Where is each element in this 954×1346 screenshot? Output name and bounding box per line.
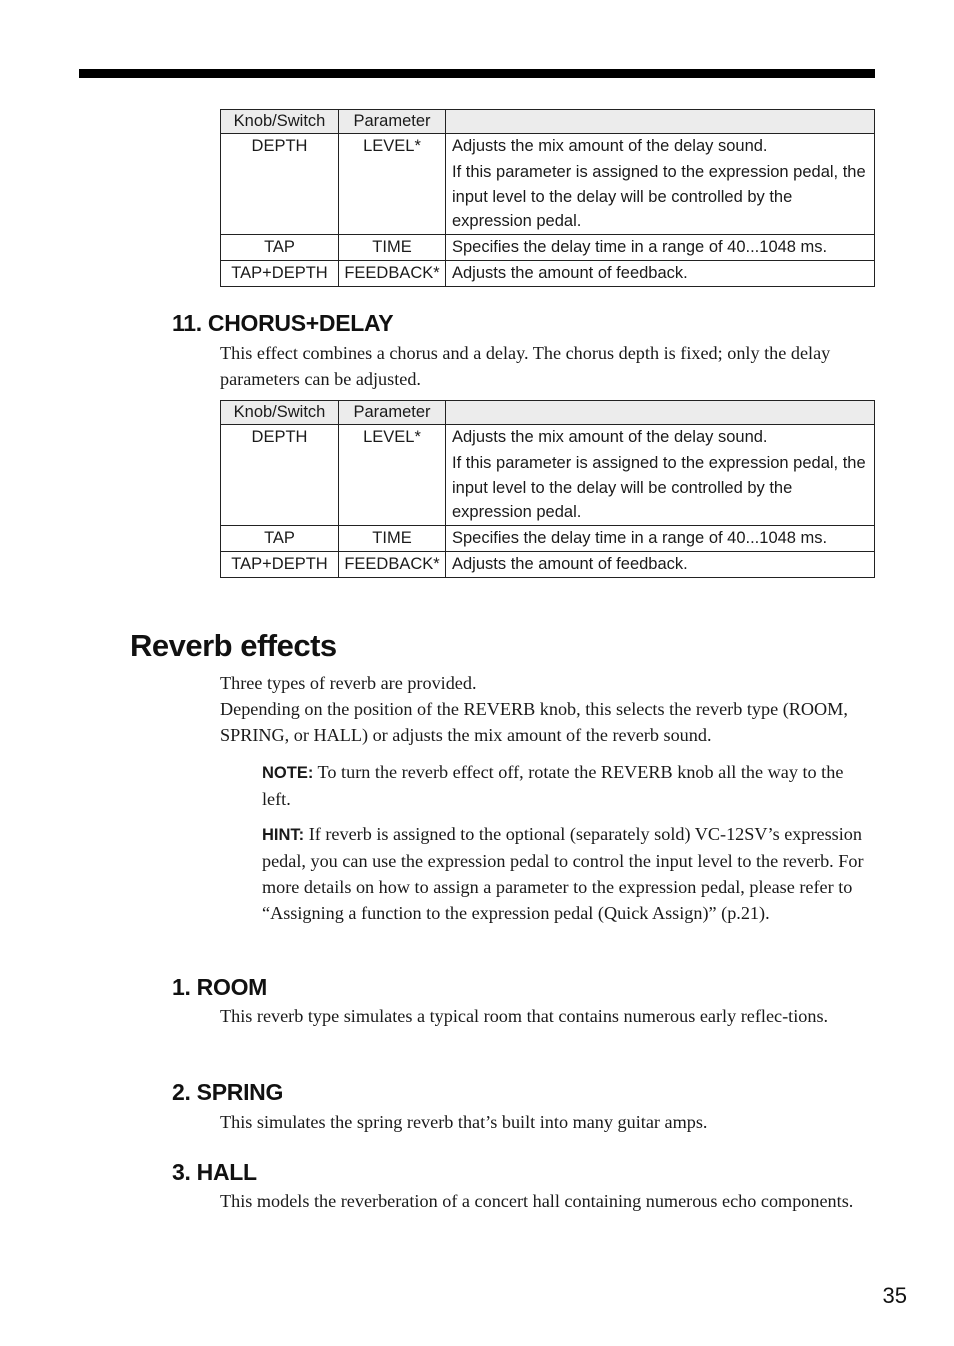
spring-heading: 2. SPRING [172, 1079, 284, 1105]
header-parameter: Parameter [339, 110, 446, 134]
parameter-cell: LEVEL* [339, 425, 446, 526]
table-header-row [221, 110, 875, 134]
description-cell: Specifies the delay time in a range of 40...1048 ms. [446, 525, 875, 551]
note-label: NOTE: [262, 764, 314, 782]
room-text: This reverb type simulates a typical room that contains numerous early reflec-tions. [220, 1006, 829, 1026]
hint-label: HINT: [262, 826, 305, 844]
knob-cell: DEPTH [221, 425, 339, 526]
parameter-cell: FEEDBACK* [339, 260, 446, 286]
description-line: If this parameter is assigned to the expression pedal, the input level to the delay will be controlled by the expression pedal. [452, 163, 866, 230]
description-cell: Adjusts the amount of feedback. [446, 260, 875, 286]
description-cell [446, 134, 875, 235]
hall-heading: 3. HALL [172, 1159, 257, 1185]
header-description [446, 110, 875, 134]
knob-cell: TAP [221, 525, 339, 551]
header-parameter: Parameter [339, 401, 446, 425]
parameter-cell: TIME [339, 234, 446, 260]
table-row [221, 525, 875, 551]
table-row [221, 234, 875, 260]
room-heading: 1. ROOM [172, 974, 268, 1000]
table-row [221, 134, 875, 235]
chorus-delay-heading: 11. CHORUS+DELAY [172, 310, 394, 336]
header-knob-switch: Knob/Switch [221, 110, 339, 134]
header-knob-switch: Knob/Switch [221, 401, 339, 425]
description-cell: Specifies the delay time in a range of 40...1048 ms. [446, 234, 875, 260]
note-text: To turn the reverb effect off, rotate the REVERB knob all the way to the left. [262, 762, 844, 809]
chorus-delay-intro: This effect combines a chorus and a delay. The chorus depth is fixed; only the delay parameters can be adjusted. [220, 343, 831, 389]
reverb-effects-heading: Reverb effects [130, 628, 337, 663]
header-description [446, 401, 875, 425]
parameter-cell: LEVEL* [339, 134, 446, 235]
description-line: If this parameter is assigned to the expression pedal, the input level to the delay will be controlled by the expression pedal. [452, 454, 866, 521]
note-block [262, 759, 874, 812]
description-line: Adjusts the mix amount of the delay sound. [452, 428, 768, 446]
knob-cell: TAP+DEPTH [221, 551, 339, 577]
table-row [221, 260, 875, 286]
page-number: 35 [882, 1283, 907, 1308]
parameter-cell: FEEDBACK* [339, 551, 446, 577]
chorus-delay-parameter-table [220, 400, 875, 578]
reverb-intro-1: Three types of reverb are provided. [220, 673, 477, 693]
knob-cell: TAP+DEPTH [221, 260, 339, 286]
hint-text: If reverb is assigned to the optional (separately sold) VC-12SV’s expression pedal, you can use the expression pedal to control the input level to the reverb. For more details on how to assign a parameter to the expression pedal, please refer to “Assigning a function to the expression pedal (Quick Assign)” (p.21). [262, 824, 864, 923]
description-cell: Adjusts the amount of feedback. [446, 551, 875, 577]
description-line: Adjusts the mix amount of the delay sound. [452, 137, 768, 155]
delay-parameter-table [220, 109, 875, 287]
knob-cell: DEPTH [221, 134, 339, 235]
top-rule [79, 69, 875, 78]
knob-cell: TAP [221, 234, 339, 260]
spring-text: This simulates the spring reverb that’s built into many guitar amps. [220, 1112, 708, 1132]
hint-block [262, 821, 874, 926]
parameter-cell: TIME [339, 525, 446, 551]
table-header-row [221, 401, 875, 425]
table-row [221, 551, 875, 577]
reverb-intro-2: Depending on the position of the REVERB knob, this selects the reverb type (ROOM, SPRING, or HALL) or adjusts the mix amount of the reverb sound. [220, 699, 848, 745]
table-row [221, 425, 875, 526]
hall-text: This models the reverberation of a concert hall containing numerous echo components. [220, 1191, 854, 1211]
description-cell [446, 425, 875, 526]
